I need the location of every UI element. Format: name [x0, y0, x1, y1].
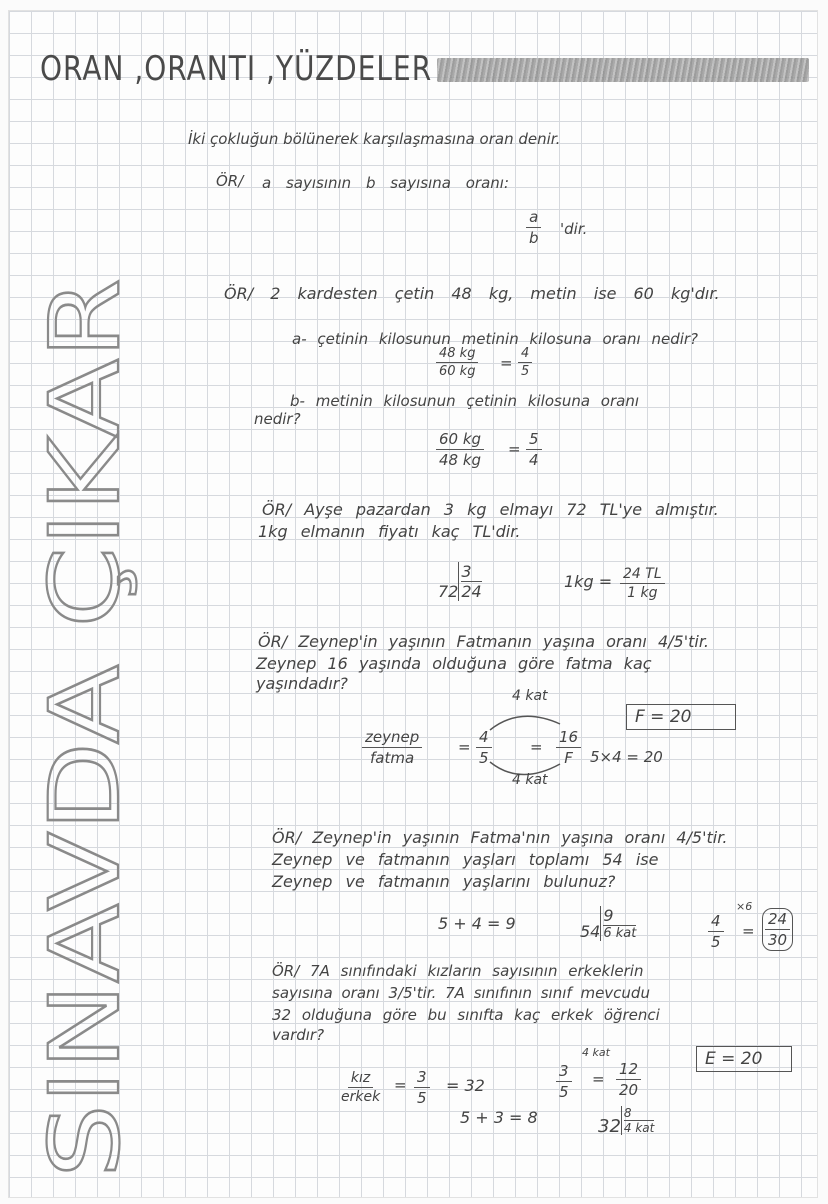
ex2-b-equals: = — [508, 440, 521, 458]
ex6-erkek: erkek — [341, 1089, 381, 1105]
ex6-result-num: 12 — [616, 1060, 641, 1080]
ex4-bottom-note: 4 kat — [512, 772, 548, 788]
ex6-fraction — [414, 1068, 430, 1107]
ex5-sum: 5 + 4 = 9 — [438, 914, 516, 933]
ex2-statement: ÖR/ 2 kardesten çetin 48 kg, metin ise 60 kg'dır. — [224, 284, 720, 303]
ex6-equals-1: = — [394, 1076, 407, 1094]
ex6-answer-box: E = 20 — [696, 1046, 792, 1072]
ex6-divisor: 8 — [624, 1106, 654, 1121]
ex5-fraction-num: 4 — [708, 912, 724, 932]
ex6-result-fraction — [616, 1060, 641, 1099]
ex3-statement: ÖR/ Ayşe pazardan 3 kg elmayı 72 TL'ye almıştır. — [262, 500, 719, 519]
ex5-statement-2: Zeynep ve fatmanın yaşları toplamı 54 ise — [272, 850, 659, 869]
ex3-divisor: 3 — [461, 562, 481, 582]
ex2-a-equals: = — [500, 354, 513, 372]
ex3-answer-left: 1kg = — [564, 572, 613, 591]
ex4-name-num: zeynep — [362, 728, 422, 748]
ex2-b-result — [526, 430, 542, 469]
ex5-fraction — [708, 912, 724, 951]
ex2-a-result-den: 5 — [521, 364, 530, 379]
ex6-step-num: 3 — [556, 1062, 572, 1082]
ex4-statement-2: Zeynep 16 yaşında olduğuna göre fatma kaç — [256, 654, 652, 673]
ex2-a-den: 60 kg — [439, 364, 476, 379]
ex5-dividend: 54 — [580, 922, 601, 941]
ex2-b-num: 60 kg — [436, 430, 484, 450]
ex4-name-den: fatma — [370, 749, 415, 767]
ex5-fraction-den: 5 — [711, 933, 721, 951]
ex2-question-b-cont: nedir? — [254, 410, 301, 428]
definition-suffix: 'dir. — [560, 220, 588, 238]
ex4-answer-box: F = 20 — [626, 704, 736, 730]
ex4-statement: ÖR/ Zeynep'in yaşının Fatmanın yaşına oranı 4/5'tir. — [258, 632, 710, 651]
ex4-question: yaşındadır? — [256, 674, 348, 693]
ex5-divisor: 9 — [603, 906, 636, 926]
ex3-answer-num: 24 TL — [620, 566, 665, 584]
ex5-result — [762, 908, 793, 951]
ex2-a-num: 48 kg — [436, 346, 478, 363]
ex6-step-fraction — [556, 1062, 572, 1101]
ex4-f2-num: 16 — [556, 728, 581, 748]
ex6-quotient: 4 kat — [623, 1121, 655, 1135]
ex5-result-den: 30 — [768, 931, 788, 949]
side-text — [29, 268, 178, 1188]
ex6-dividend: 32 — [598, 1116, 621, 1137]
ex3-quotient: 24 — [461, 582, 482, 601]
ex6-step-den: 5 — [559, 1083, 569, 1101]
definition-fraction — [526, 208, 542, 247]
side-text-label: SINAVDA ÇIKAR — [29, 434, 141, 1178]
ex6-name-fraction — [338, 1070, 383, 1105]
ex3-dividend: 72 — [438, 582, 459, 601]
ex3-question: 1kg elmanın fiyatı kaç TL'dir. — [258, 522, 521, 541]
ex6-fraction-num: 3 — [414, 1068, 430, 1088]
ex2-a-result-num: 4 — [518, 346, 532, 363]
definition-ratio-line: a sayısının b sayısına oranı: — [262, 174, 509, 192]
ex4-equals-2: = — [530, 738, 543, 756]
ex6-statement-3: 32 olduğuna göre bu sınıfta kaç erkek öğrenci — [272, 1006, 660, 1024]
ex6-statement-2: sayısına oranı 3/5'tir. 7A sınıfının sınıf mevcudu — [272, 984, 650, 1002]
ex5-statement: ÖR/ Zeynep'in yaşının Fatma'nın yaşına oranı 4/5'tir. — [272, 828, 728, 847]
ex6-kat-note: 4 kat — [582, 1046, 610, 1059]
ex6-result-den: 20 — [619, 1081, 639, 1099]
ex3-division — [438, 562, 482, 601]
ex3-answer-den: 1 kg — [627, 585, 658, 601]
ex4-top-note: 4 kat — [512, 688, 548, 704]
ex5-question: Zeynep ve fatmanın yaşlarını bulunuz? — [272, 872, 616, 891]
ex4-name-fraction — [362, 728, 422, 767]
ex5-equals: = — [742, 922, 755, 940]
ex4-f2-den: F — [564, 749, 573, 767]
ex5-quotient: 6 kat — [603, 926, 637, 941]
ex2-b-result-den: 4 — [529, 451, 539, 469]
ex6-question: vardır? — [272, 1026, 325, 1044]
ex2-question-b: b- metinin kilosunun çetinin kilosuna oranı — [290, 392, 640, 410]
fraction-numerator: a — [526, 208, 541, 228]
definition-line: İki çokluğun bölünerek karşılaşmasına oran denir. — [188, 130, 561, 148]
ex2-a-result — [518, 346, 532, 379]
ex4-equals-1: = — [458, 738, 471, 756]
ex2-a-fraction — [436, 346, 478, 379]
page-title: ORAN ,ORANTI ,YÜZDELER — [40, 48, 433, 89]
example-label: ÖR/ — [216, 172, 244, 190]
ex2-b-fraction — [436, 430, 484, 469]
ex5-result-num: 24 — [765, 910, 790, 930]
title-scribble — [437, 58, 809, 82]
ex4-calc: 5×4 = 20 — [590, 748, 663, 766]
ex4-f1-den: 5 — [479, 749, 489, 767]
ex6-kiz: kız — [348, 1070, 373, 1088]
ex6-fraction-den: 5 — [417, 1089, 427, 1107]
ex6-eq32: = 32 — [446, 1076, 485, 1095]
ex5-mult: ×6 — [736, 900, 753, 913]
ex6-division — [598, 1106, 654, 1137]
ex6-equals-2: = — [592, 1070, 605, 1088]
ex4-f1-num: 4 — [476, 728, 492, 748]
ex6-sum: 5 + 3 = 8 — [460, 1108, 538, 1127]
ex5-division — [580, 906, 636, 941]
ex3-answer-fraction — [620, 566, 665, 601]
ex2-b-result-num: 5 — [526, 430, 542, 450]
fraction-denominator: b — [529, 229, 539, 247]
ex6-statement: ÖR/ 7A sınıfındaki kızların sayısının erkeklerin — [272, 962, 644, 980]
ex2-question-a: a- çetinin kilosunun metinin kilosuna oranı nedir? — [292, 330, 699, 348]
ex2-b-den: 48 kg — [439, 451, 482, 469]
